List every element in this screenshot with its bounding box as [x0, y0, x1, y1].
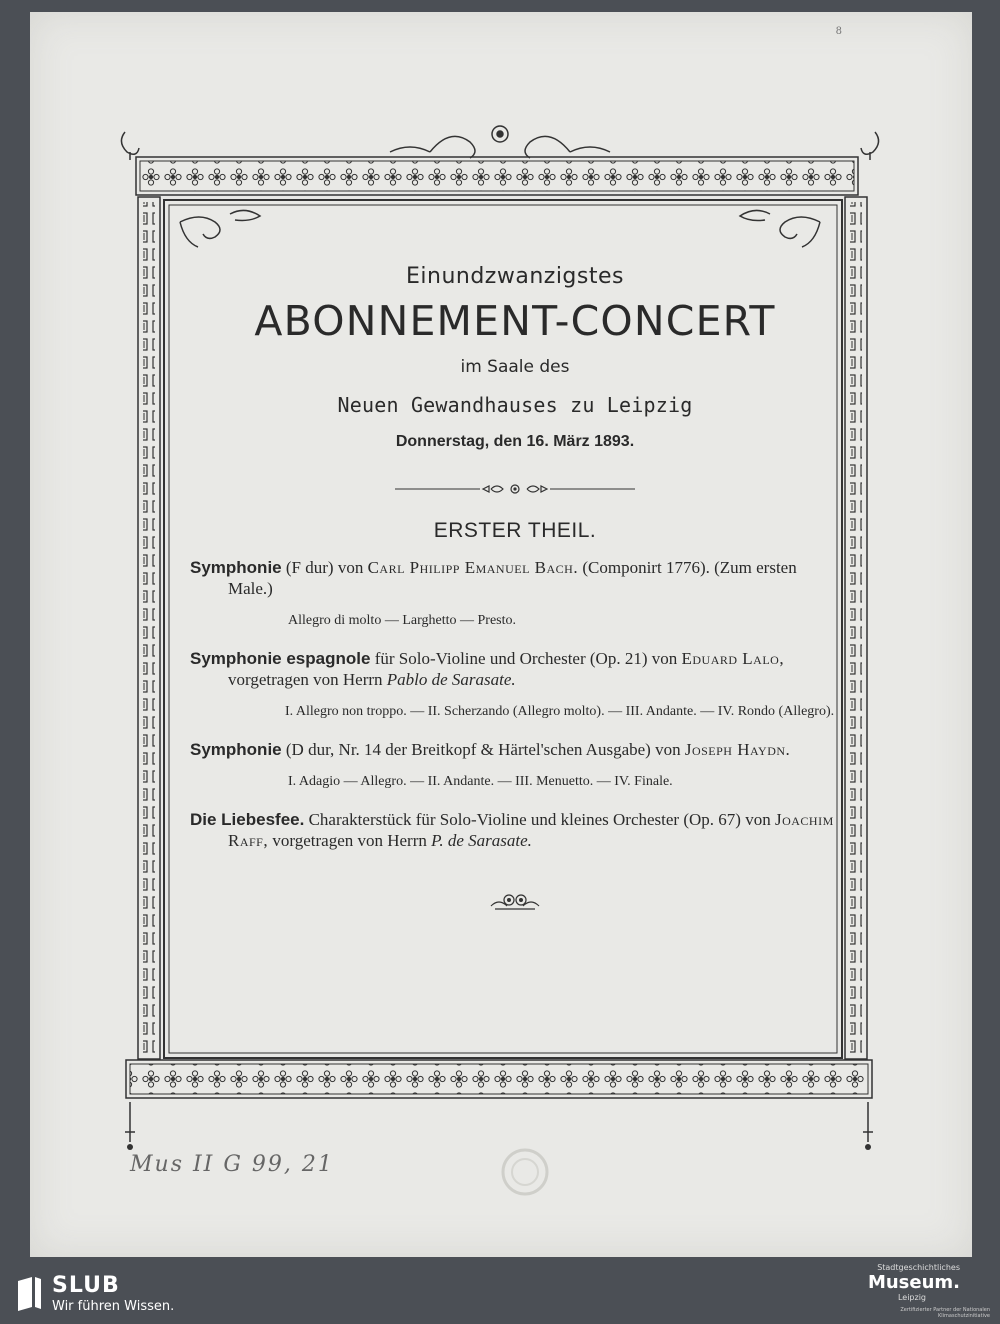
composer: Joachim Raff,	[228, 810, 834, 850]
movements: I. Allegro non troppo. — II. Scherzando (Allegro molto). — III. Andante. — IV. Rondo (Allegro).	[285, 704, 835, 719]
embossed-stamp-icon	[500, 1147, 550, 1197]
performer: P. de Sarasate.	[431, 831, 532, 850]
venue-name: Neuen Gewandhauses zu Leipzig	[337, 393, 693, 417]
museum-note: Zertifizierter Partner der Nationalen Klimaschutzinitiative	[900, 1307, 990, 1319]
piece-text: (Componirt 1776). (Zum ersten Male.)	[228, 558, 797, 598]
slub-logo-icon	[14, 1275, 44, 1311]
piece-title: Symphonie espagnole	[190, 649, 371, 668]
piece-title: Symphonie	[190, 740, 282, 759]
program-item	[190, 739, 840, 791]
library-name: SLUB	[52, 1273, 120, 1298]
handwritten-shelfmark: Mus II G 99, 21	[130, 1152, 334, 1177]
piece-text: (F dur) von	[281, 558, 368, 577]
concert-title: ABONNEMENT-CONCERT	[254, 297, 776, 345]
museum-name: Museum.	[867, 1272, 960, 1293]
program-item	[190, 809, 840, 851]
concert-date: Donnerstag, den 16. März 1893.	[395, 433, 635, 450]
piece-text: vorgetragen von Herrn	[268, 831, 432, 850]
section-heading: ERSTER THEIL.	[433, 519, 597, 542]
program-item	[190, 557, 840, 630]
program-sheet	[30, 12, 972, 1257]
performer: Pablo de Sarasate.	[386, 670, 516, 689]
footer-bar	[0, 1257, 1000, 1324]
corner-mark: 8	[835, 26, 842, 37]
movements: I. Adagio — Allegro. — II. Andante. — III. Menuetto. — IV. Finale.	[288, 774, 673, 789]
piece-title: Symphonie	[190, 558, 282, 577]
venue-prefix: im Saale des	[460, 357, 570, 377]
program-content	[190, 252, 840, 917]
piece-title: Die Liebesfee.	[190, 810, 305, 829]
ornamental-divider	[190, 481, 840, 495]
composer: Eduard Lalo,	[681, 649, 785, 668]
program-item	[190, 648, 840, 721]
piece-text: (D dur, Nr. 14 der Breitkopf & Härtel'schen Ausgabe) von	[281, 740, 685, 759]
piece-text: vorgetragen von Herrn	[228, 670, 387, 689]
piece-text: Charakterstück für Solo-Violine und kleines Orchester (Op. 67) von	[304, 810, 775, 829]
composer: Joseph Haydn.	[684, 740, 791, 759]
closing-flourish-icon	[190, 891, 840, 917]
composer: Carl Philipp Emanuel Bach.	[367, 558, 579, 577]
movements: Allegro di molto — Larghetto — Presto.	[288, 613, 516, 628]
program-items	[190, 557, 840, 851]
museum-prefix: Stadtgeschichtliches	[877, 1263, 960, 1272]
library-tagline: Wir führen Wissen.	[52, 1299, 175, 1314]
piece-text: für Solo-Violine und Orchester (Op. 21) von	[370, 649, 682, 668]
museum-city: Leipzig	[897, 1293, 926, 1302]
concert-number: Einundzwanzigstes	[406, 264, 624, 289]
